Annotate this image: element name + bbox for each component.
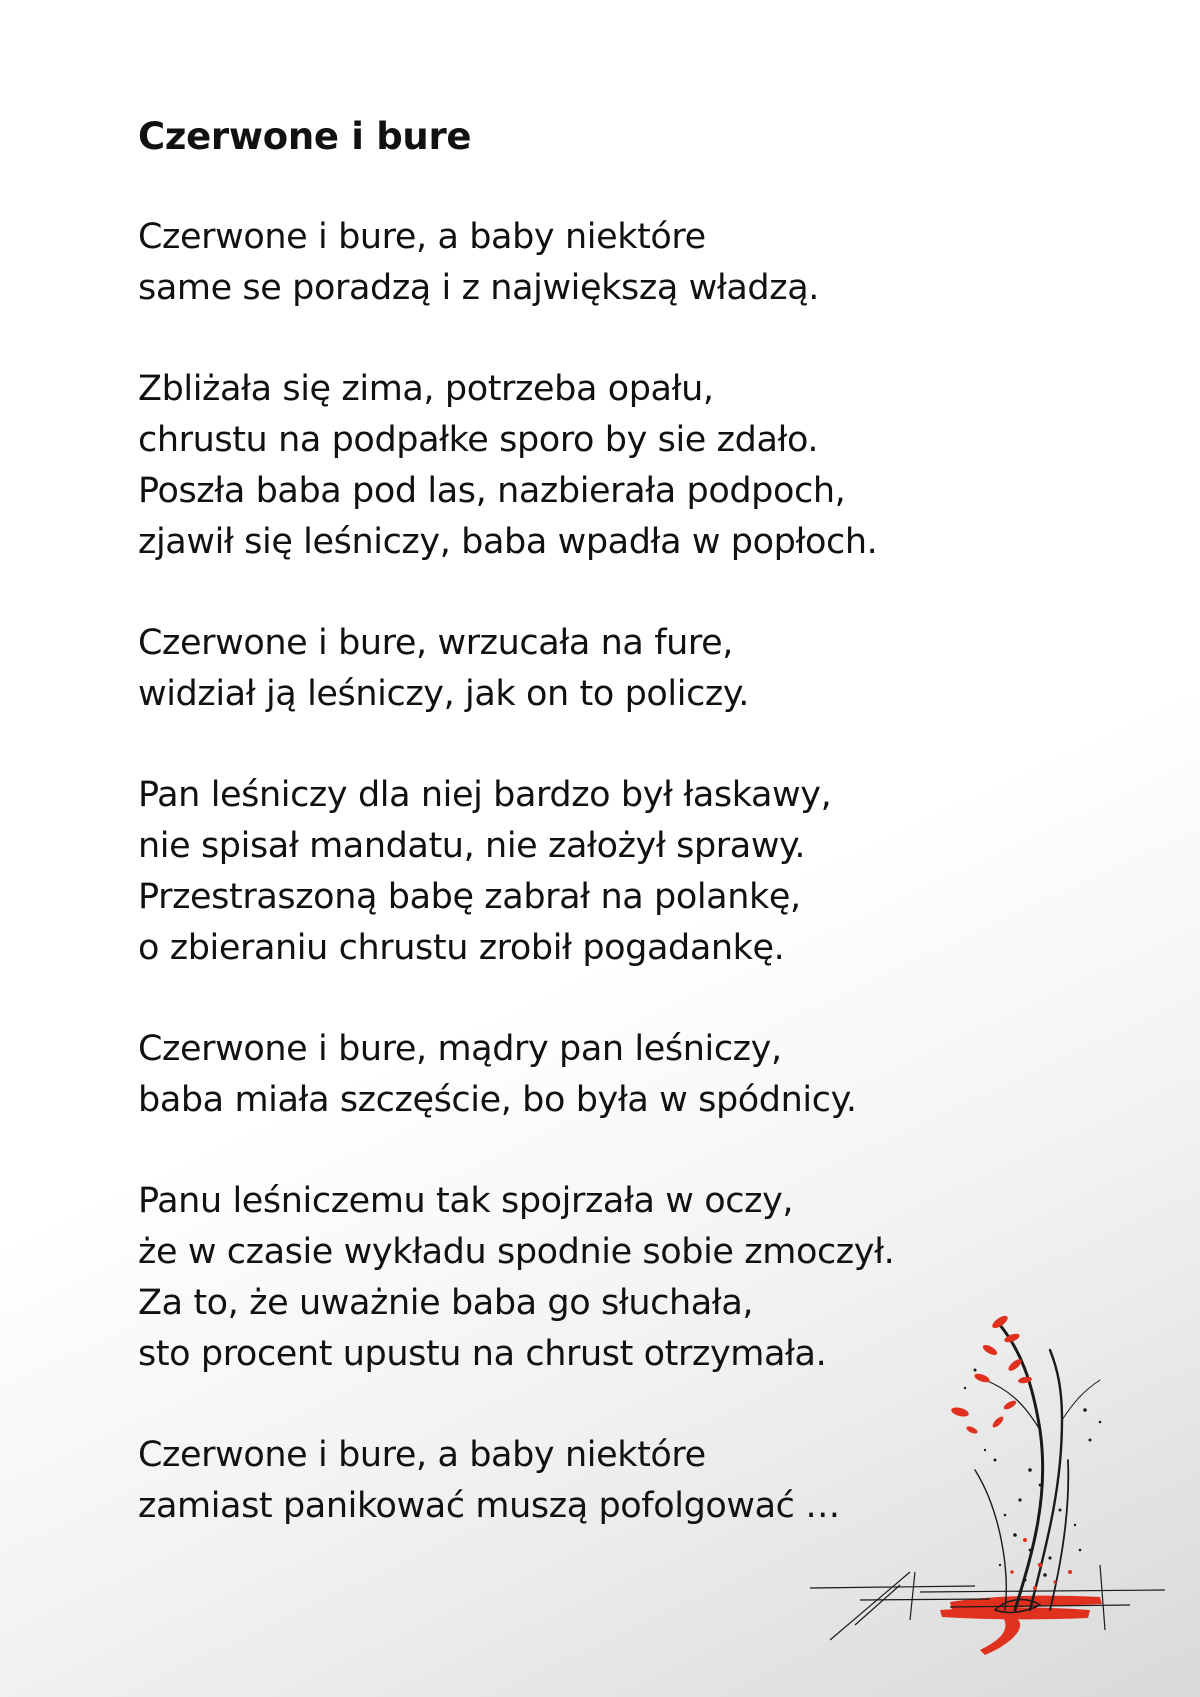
poem-line: widział ją leśniczy, jak on to policzy. bbox=[138, 674, 749, 714]
poem-line: Pan leśniczy dla niej bardzo był łaskawy, bbox=[138, 775, 832, 815]
red-leaves bbox=[950, 1314, 1032, 1436]
stanza-1 bbox=[138, 212, 1038, 314]
poem-line: Zbliżała się zima, potrzeba opału, bbox=[138, 369, 714, 409]
red-brush-strokes bbox=[940, 1596, 1102, 1655]
stanza-5 bbox=[138, 1024, 1038, 1126]
poem-line: Poszła baba pod las, nazbierała podpoch, bbox=[138, 471, 846, 511]
poem-line: Czerwone i bure, a baby niektóre bbox=[138, 1435, 706, 1475]
stanza-2 bbox=[138, 364, 1038, 568]
poem-line: Czerwone i bure, mądry pan leśniczy, bbox=[138, 1029, 782, 1069]
poem-title: Czerwone i bure bbox=[138, 115, 472, 158]
poem-line: Czerwone i bure, a baby niektóre bbox=[138, 217, 706, 257]
poem-line: sto procent upustu na chrust otrzymała. bbox=[138, 1334, 827, 1374]
poem-line: nie spisał mandatu, nie założył sprawy. bbox=[138, 826, 806, 866]
poem-line: że w czasie wykładu spodnie sobie zmoczył. bbox=[138, 1232, 895, 1272]
poem-line: zamiast panikować muszą pofolgować … bbox=[138, 1486, 840, 1526]
poem-line: same se poradzą i z największą władzą. bbox=[138, 268, 819, 308]
poem-line: Czerwone i bure, wrzucała na fure, bbox=[138, 623, 733, 663]
poem-line: zjawił się leśniczy, baba wpadła w popłoch. bbox=[138, 522, 878, 562]
poem-line: o zbieraniu chrustu zrobił pogadankę. bbox=[138, 928, 785, 968]
poem-line: chrustu na podpałke sporo by sie zdało. bbox=[138, 420, 819, 460]
branch-stems bbox=[975, 1325, 1100, 1612]
branch-ink-illustration bbox=[800, 1310, 1180, 1690]
stanza-3 bbox=[138, 618, 1038, 720]
poem-line: Za to, że uważnie baba go słuchała, bbox=[138, 1283, 754, 1323]
poem-line: baba miała szczęście, bo była w spódnicy. bbox=[138, 1080, 857, 1120]
stanza-4 bbox=[138, 770, 1038, 974]
poem-line: Panu leśniczemu tak spojrzała w oczy, bbox=[138, 1181, 794, 1221]
poem-line: Przestraszoną babę zabrał na polankę, bbox=[138, 877, 801, 917]
